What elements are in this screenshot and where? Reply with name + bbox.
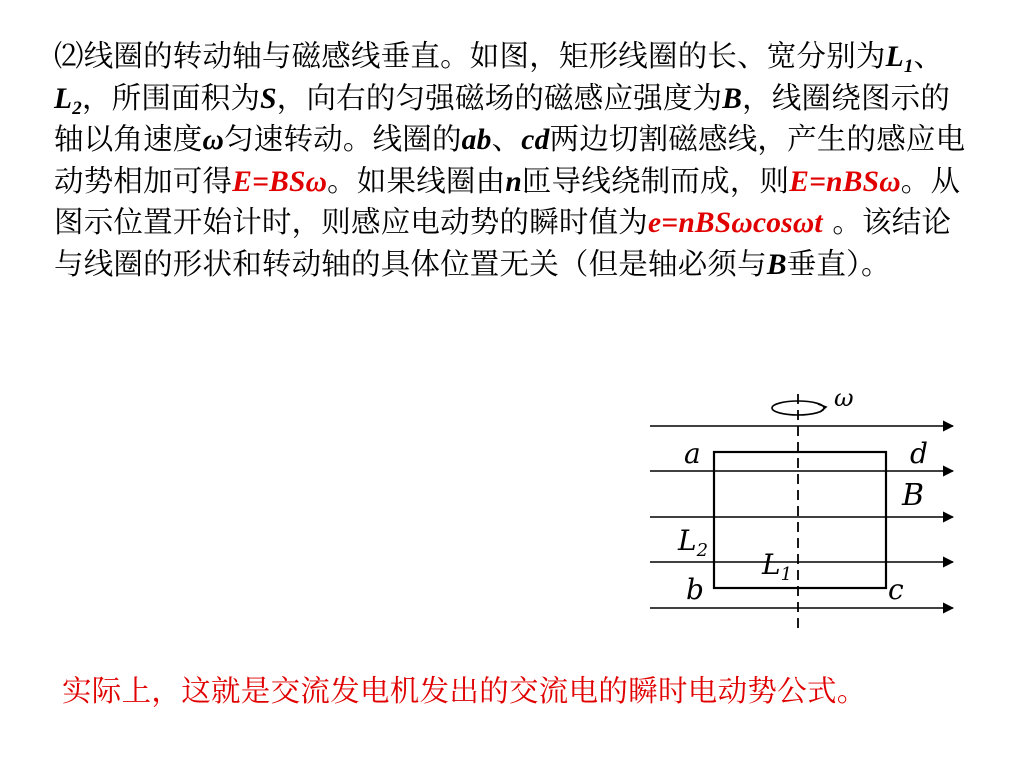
text-segment: ⑵线圈的转动轴与磁感线垂直。如图，矩形线圈的长、宽分别为 (54, 39, 886, 73)
label-B: B (902, 478, 925, 513)
formula-emf-single: E=BSω (232, 165, 328, 198)
label-L2: $L_2$ (678, 524, 709, 561)
symbol-cd: cd (521, 124, 550, 156)
symbol-B: B (766, 248, 787, 281)
label-b: b (686, 573, 704, 606)
label-L1: $L_1$ (762, 548, 793, 585)
text-segment: ，所围面积为 (81, 80, 261, 115)
rectangular-coil (714, 452, 886, 588)
explanation-paragraph (54, 36, 969, 285)
coil-diagram (648, 386, 974, 636)
text-segment: 垂直）。 (786, 246, 891, 281)
symbol-omega: ω (202, 124, 225, 156)
text-segment: ，向右的匀强磁场的磁感应强度为 (276, 80, 723, 115)
label-c: c (888, 573, 904, 606)
symbol-ab: ab (461, 124, 492, 156)
symbol-n: n (505, 165, 522, 198)
formula-instantaneous-emf: e=nBSωcosωt (648, 207, 823, 239)
formula-emf-n-turns: E=nBSω (789, 165, 901, 198)
text-segment: 匝导线绕制而成，则 (521, 163, 790, 198)
text-segment: 。如果线圈由 (327, 163, 506, 198)
text-segment: 。从图示位置开始计时，则感应电动势的瞬时值为 (54, 163, 961, 239)
label-omega: ω (834, 386, 854, 412)
text-segment: 、 (913, 39, 944, 73)
label-a: a (684, 437, 701, 470)
text-segment: 。该结论与线圈的形状和转动轴的具体位置无关（但是轴必须与 (54, 205, 952, 281)
text-segment: ，线圈绕图示的轴以角速度 (54, 80, 951, 156)
symbol-L2: $L_2$ (54, 82, 82, 119)
symbol-L1: $L_1$ (885, 41, 914, 77)
text-segment: 匀速转动。线圈的 (224, 122, 462, 156)
conclusion-text: 实际上，这就是交流发电机发出的交流电的瞬时电动势公式。 (62, 674, 867, 708)
text-segment: 两边切割磁感线，产生的感应电动势相加可得 (54, 122, 966, 198)
symbol-S: S (260, 82, 277, 115)
text-segment: 、 (491, 122, 522, 156)
label-d: d (910, 437, 928, 470)
symbol-B: B (722, 82, 743, 115)
